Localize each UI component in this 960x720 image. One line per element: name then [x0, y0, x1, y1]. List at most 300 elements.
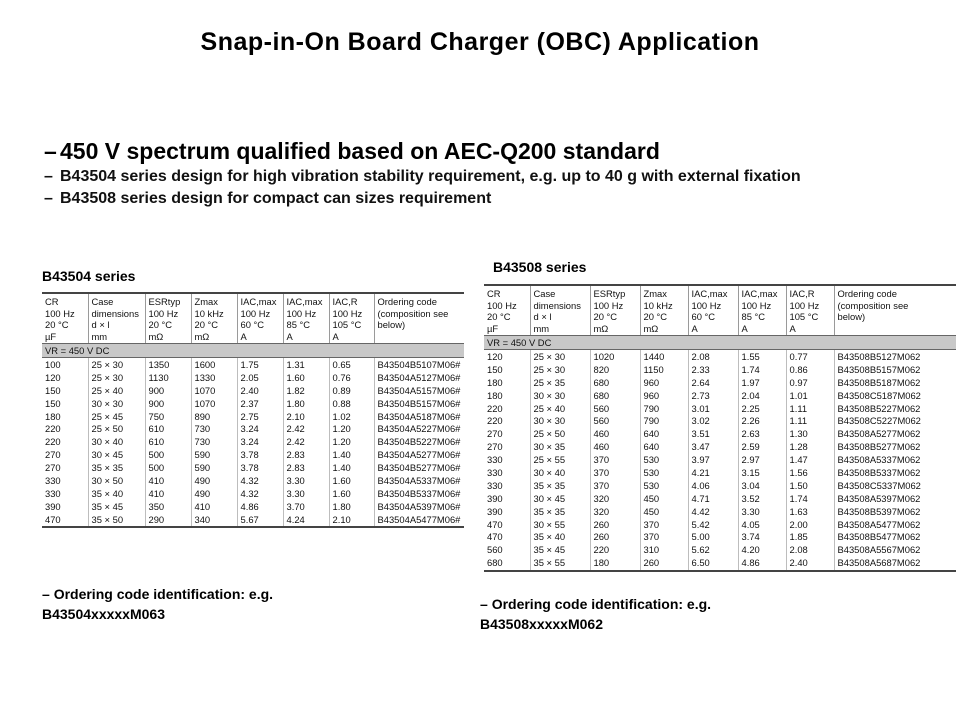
- table-cell: 3.51: [688, 428, 738, 441]
- table-cell: 2.04: [738, 389, 786, 402]
- table-cell: B43508B5187M062: [834, 376, 956, 389]
- table-row: [42, 462, 464, 475]
- table-cell: 2.26: [738, 415, 786, 428]
- table-cell: 35 × 50: [88, 513, 145, 527]
- table-cell: 30 × 50: [88, 474, 145, 487]
- table-cell: 30 × 35: [530, 441, 590, 454]
- table-cell: 30 × 45: [88, 449, 145, 462]
- table-cell: 2.83: [283, 449, 329, 462]
- table-cell: 730: [191, 436, 237, 449]
- right-ordering-label-text: Ordering code identification: e.g.: [491, 596, 712, 612]
- table-cell: 1330: [191, 371, 237, 384]
- table-cell: 1.20: [329, 436, 374, 449]
- table-cell: 680: [484, 557, 530, 571]
- voltage-cell: VR = 450 V DC: [484, 336, 956, 350]
- table-cell: 260: [590, 518, 640, 531]
- left-ordering-label-text: Ordering code identification: e.g.: [53, 586, 274, 602]
- table-cell: 410: [145, 487, 191, 500]
- table-cell: 4.86: [237, 500, 283, 513]
- table-cell: 470: [487, 531, 503, 543]
- table-cell: B43508B5337M062: [834, 466, 956, 479]
- table-cell: B43504A5277M06#: [374, 449, 464, 462]
- table-cell: 4.42: [688, 505, 738, 518]
- column-header: IAC,max 100 Hz 85 °C A: [283, 293, 329, 344]
- table-cell: 30 × 30: [530, 389, 590, 402]
- table-cell: 1.40: [329, 462, 374, 475]
- right-ordering-code: B43508xxxxxM062: [480, 616, 603, 632]
- table-cell: B43508B5397M062: [834, 505, 956, 518]
- column-header: CR 100 Hz 20 °C µF: [484, 285, 530, 336]
- table-row: [42, 500, 464, 513]
- bullet-sub-2: [44, 188, 924, 210]
- table-cell: 35 × 40: [88, 487, 145, 500]
- table-cell: B43508B5157M062: [834, 363, 956, 376]
- table-cell: 900: [145, 384, 191, 397]
- table-cell: 4.71: [688, 492, 738, 505]
- table-cell: 25 × 50: [530, 428, 590, 441]
- table-row: [484, 505, 956, 518]
- table-cell: 1.75: [237, 358, 283, 371]
- table-cell: 150: [45, 384, 61, 396]
- table-cell: B43508A5687M062: [834, 557, 956, 571]
- table-cell: 470: [487, 518, 503, 530]
- table-cell: 220: [590, 544, 640, 557]
- table-cell: 460: [590, 441, 640, 454]
- table-cell: 5.00: [688, 531, 738, 544]
- voltage-row: [484, 336, 956, 350]
- column-header: CR 100 Hz 20 °C µF: [42, 293, 88, 344]
- table-cell: B43508A5277M062: [834, 428, 956, 441]
- table-cell: 450: [640, 505, 688, 518]
- table-row: [42, 436, 464, 449]
- table-cell: 3.24: [237, 436, 283, 449]
- table-cell: 4.05: [738, 518, 786, 531]
- table-cell: B43504A5187M06#: [374, 410, 464, 423]
- table-cell: 2.05: [237, 371, 283, 384]
- table-cell: 560: [590, 415, 640, 428]
- dash-icon: –: [480, 596, 492, 612]
- table-cell: 560: [590, 402, 640, 415]
- table-cell: 590: [191, 449, 237, 462]
- table-cell: 1.55: [738, 350, 786, 363]
- table-cell: 3.52: [738, 492, 786, 505]
- table-cell: 270: [45, 449, 61, 461]
- table-cell: 2.08: [688, 350, 738, 363]
- table-cell: 1.20: [329, 423, 374, 436]
- table-cell: 3.74: [738, 531, 786, 544]
- table-cell: 120: [487, 351, 503, 363]
- table-cell: 790: [640, 415, 688, 428]
- table-cell: 410: [145, 474, 191, 487]
- table-cell: 900: [145, 397, 191, 410]
- table-cell: 640: [640, 428, 688, 441]
- table-cell: 370: [640, 531, 688, 544]
- table-cell: 680: [590, 389, 640, 402]
- table-cell: B43508B5227M062: [834, 402, 956, 415]
- table-cell: B43504A5157M06#: [374, 384, 464, 397]
- table-cell: 500: [145, 449, 191, 462]
- table-cell: B43504A5337M06#: [374, 474, 464, 487]
- table-cell: 2.25: [738, 402, 786, 415]
- table-cell: 1.80: [329, 500, 374, 513]
- table-row: [484, 492, 956, 505]
- table-cell: 460: [590, 428, 640, 441]
- table-row: [484, 363, 956, 376]
- table-cell: 30 × 30: [88, 397, 145, 410]
- table-row: [484, 557, 956, 571]
- table-row: [484, 441, 956, 454]
- table-row: [42, 397, 464, 410]
- voltage-row: [42, 344, 464, 358]
- column-header: IAC,R 100 Hz 105 °C A: [329, 293, 374, 344]
- table-cell: 2.33: [688, 363, 738, 376]
- table-cell: 2.00: [786, 518, 834, 531]
- table-cell: B43508A5567M062: [834, 544, 956, 557]
- column-header: IAC,max 100 Hz 85 °C A: [738, 285, 786, 336]
- table-cell: 330: [45, 475, 61, 487]
- table-row: [484, 454, 956, 467]
- table-cell: B43504A5127M06#: [374, 371, 464, 384]
- table-cell: 610: [145, 423, 191, 436]
- table-cell: B43508B5277M062: [834, 441, 956, 454]
- table-cell: 0.89: [329, 384, 374, 397]
- table-cell: 3.04: [738, 479, 786, 492]
- table-header-row: [484, 285, 956, 336]
- table-cell: 1.74: [738, 363, 786, 376]
- table-cell: 5.42: [688, 518, 738, 531]
- table-cell: 1.80: [283, 397, 329, 410]
- table-cell: 750: [145, 410, 191, 423]
- table-cell: 2.10: [329, 513, 374, 527]
- table-cell: B43504B5107M06#: [374, 358, 464, 371]
- table-cell: 3.78: [237, 449, 283, 462]
- table-cell: B43504A5397M06#: [374, 500, 464, 513]
- table-cell: 2.63: [738, 428, 786, 441]
- table-cell: 1.63: [786, 505, 834, 518]
- table-cell: 330: [487, 454, 503, 466]
- table-row: [42, 371, 464, 384]
- voltage-cell: VR = 450 V DC: [42, 344, 464, 358]
- table-cell: 1.28: [786, 441, 834, 454]
- table-cell: 390: [487, 492, 503, 504]
- table-cell: 35 × 45: [88, 500, 145, 513]
- table-row: [484, 428, 956, 441]
- table-cell: 370: [640, 518, 688, 531]
- table-cell: 150: [45, 397, 61, 409]
- table-cell: 25 × 55: [530, 454, 590, 467]
- bullet-list: [44, 136, 924, 210]
- table-cell: 960: [640, 389, 688, 402]
- table-cell: 3.97: [688, 454, 738, 467]
- dash-icon: –: [42, 586, 54, 602]
- table-cell: 35 × 35: [88, 462, 145, 475]
- table-cell: 3.78: [237, 462, 283, 475]
- table-cell: 1.82: [283, 384, 329, 397]
- table-cell: 390: [45, 500, 61, 512]
- table-cell: 890: [191, 410, 237, 423]
- bullet-sub-1: [44, 166, 924, 188]
- table-cell: B43508A5337M062: [834, 454, 956, 467]
- table-cell: 4.24: [283, 513, 329, 527]
- table-cell: 150: [487, 363, 503, 375]
- column-header: Zmax 10 kHz 20 °C mΩ: [640, 285, 688, 336]
- table-cell: 4.06: [688, 479, 738, 492]
- column-header: Zmax 10 kHz 20 °C mΩ: [191, 293, 237, 344]
- table-cell: 330: [487, 467, 503, 479]
- table-cell: 350: [145, 500, 191, 513]
- table-cell: 260: [640, 557, 688, 571]
- table-cell: 1.30: [786, 428, 834, 441]
- table-cell: 530: [640, 479, 688, 492]
- table-cell: 220: [45, 436, 61, 448]
- table-cell: B43504B5337M06#: [374, 487, 464, 500]
- table-cell: 3.30: [283, 474, 329, 487]
- table-cell: 4.86: [738, 557, 786, 571]
- table-cell: 410: [191, 500, 237, 513]
- table-row: [42, 449, 464, 462]
- dash-icon: –: [44, 168, 53, 185]
- table-cell: 35 × 35: [530, 479, 590, 492]
- table-cell: B43508C5227M062: [834, 415, 956, 428]
- table-cell: 3.30: [738, 505, 786, 518]
- table-cell: 35 × 45: [530, 544, 590, 557]
- table-cell: 1.11: [786, 402, 834, 415]
- table-cell: 1.01: [786, 389, 834, 402]
- table-cell: 370: [590, 479, 640, 492]
- b43508-spec-table: [484, 284, 956, 572]
- table-cell: 3.01: [688, 402, 738, 415]
- table-row: [484, 415, 956, 428]
- table-row: [42, 474, 464, 487]
- table-cell: 1.31: [283, 358, 329, 371]
- right-series-title: B43508 series: [493, 259, 587, 275]
- table-cell: 1600: [191, 358, 237, 371]
- table-row: [484, 466, 956, 479]
- table-cell: 270: [487, 428, 503, 440]
- table-cell: B43504B5277M06#: [374, 462, 464, 475]
- table-cell: 2.42: [283, 436, 329, 449]
- table-cell: 1.85: [786, 531, 834, 544]
- column-header: Ordering code (composition see below): [374, 293, 464, 344]
- table-cell: 1.60: [329, 487, 374, 500]
- table-cell: 25 × 40: [530, 402, 590, 415]
- column-header: ESRtyp 100 Hz 20 °C mΩ: [145, 293, 191, 344]
- table-cell: B43504B5157M06#: [374, 397, 464, 410]
- table-cell: 820: [590, 363, 640, 376]
- table-cell: 0.97: [786, 376, 834, 389]
- table-header-row: [42, 293, 464, 344]
- table-cell: 680: [590, 376, 640, 389]
- table-cell: 310: [640, 544, 688, 557]
- table-cell: B43504A5477M06#: [374, 513, 464, 527]
- table-cell: 25 × 30: [530, 350, 590, 363]
- table-cell: 330: [487, 479, 503, 491]
- table-cell: 1.50: [786, 479, 834, 492]
- page-title: Snap-in-On Board Charger (OBC) Application: [200, 28, 760, 56]
- table-cell: 1150: [640, 363, 688, 376]
- table-row: [484, 518, 956, 531]
- table-cell: 220: [45, 423, 61, 435]
- table-cell: 2.83: [283, 462, 329, 475]
- table-cell: 4.21: [688, 466, 738, 479]
- table-cell: 2.37: [237, 397, 283, 410]
- table-cell: 320: [590, 505, 640, 518]
- table-cell: 2.97: [738, 454, 786, 467]
- table-cell: B43508B5127M062: [834, 350, 956, 363]
- table-cell: 0.65: [329, 358, 374, 371]
- table-row: [484, 402, 956, 415]
- column-header: IAC,max 100 Hz 60 °C A: [688, 285, 738, 336]
- table-cell: 390: [487, 505, 503, 517]
- table-cell: 3.02: [688, 415, 738, 428]
- dash-icon: –: [44, 138, 57, 164]
- table-cell: 0.77: [786, 350, 834, 363]
- table-cell: B43508A5397M062: [834, 492, 956, 505]
- column-header: Case dimensions d × l mm: [530, 285, 590, 336]
- table-row: [42, 384, 464, 397]
- table-cell: 500: [145, 462, 191, 475]
- table-row: [484, 350, 956, 363]
- table-cell: 290: [145, 513, 191, 527]
- table-cell: 120: [45, 371, 61, 383]
- table-cell: 370: [590, 466, 640, 479]
- table-cell: B43504B5227M06#: [374, 436, 464, 449]
- table-cell: 1.02: [329, 410, 374, 423]
- table-cell: B43508C5187M062: [834, 389, 956, 402]
- table-cell: 180: [45, 410, 61, 422]
- table-cell: 1.60: [329, 474, 374, 487]
- bullet-sub-2-text: B43508 series design for compact can sizes requirement: [60, 190, 492, 207]
- table-cell: 2.40: [786, 557, 834, 571]
- table-cell: 530: [640, 466, 688, 479]
- left-ordering-note: [42, 584, 273, 624]
- table-cell: B43508C5337M062: [834, 479, 956, 492]
- table-row: [42, 487, 464, 500]
- table-cell: 25 × 30: [530, 363, 590, 376]
- table-cell: 590: [191, 462, 237, 475]
- table-cell: 3.30: [283, 487, 329, 500]
- table-cell: 100: [45, 359, 61, 371]
- column-header: IAC,R 100 Hz 105 °C A: [786, 285, 834, 336]
- table-cell: 2.59: [738, 441, 786, 454]
- table-cell: 30 × 40: [88, 436, 145, 449]
- table-cell: 25 × 30: [88, 358, 145, 371]
- table-cell: 320: [590, 492, 640, 505]
- table-cell: 1.11: [786, 415, 834, 428]
- table-cell: 330: [45, 487, 61, 499]
- b43504-spec-table: [42, 292, 464, 528]
- table-row: [484, 544, 956, 557]
- table-cell: 4.32: [237, 474, 283, 487]
- table-row: [484, 389, 956, 402]
- table-cell: 2.73: [688, 389, 738, 402]
- table-row: [42, 410, 464, 423]
- table-row: [42, 513, 464, 527]
- table-cell: 1.97: [738, 376, 786, 389]
- table-cell: 640: [640, 441, 688, 454]
- table-cell: 25 × 45: [88, 410, 145, 423]
- table-cell: 4.32: [237, 487, 283, 500]
- table-cell: 6.50: [688, 557, 738, 571]
- table-cell: 220: [487, 415, 503, 427]
- column-header: IAC,max 100 Hz 60 °C A: [237, 293, 283, 344]
- table-cell: 30 × 40: [530, 466, 590, 479]
- table-cell: B43508B5477M062: [834, 531, 956, 544]
- table-cell: 3.24: [237, 423, 283, 436]
- table-cell: 25 × 50: [88, 423, 145, 436]
- table-cell: 1.74: [786, 492, 834, 505]
- table-cell: 180: [487, 376, 503, 388]
- table-row: [42, 358, 464, 371]
- table-cell: 0.86: [786, 363, 834, 376]
- table-cell: 1.60: [283, 371, 329, 384]
- table-cell: 0.76: [329, 371, 374, 384]
- table-cell: 3.15: [738, 466, 786, 479]
- table-cell: 960: [640, 376, 688, 389]
- table-cell: 35 × 40: [530, 531, 590, 544]
- table-cell: 4.20: [738, 544, 786, 557]
- column-header: Case dimensions d × l mm: [88, 293, 145, 344]
- table-cell: 1.40: [329, 449, 374, 462]
- table-cell: 3.70: [283, 500, 329, 513]
- table-cell: B43508A5477M062: [834, 518, 956, 531]
- left-ordering-label: [42, 584, 273, 604]
- table-cell: 610: [145, 436, 191, 449]
- table-row: [42, 423, 464, 436]
- table-cell: 1.56: [786, 466, 834, 479]
- table-cell: 5.67: [237, 513, 283, 527]
- table-cell: 490: [191, 474, 237, 487]
- table-cell: 370: [590, 454, 640, 467]
- table-cell: 180: [487, 389, 503, 401]
- table-cell: 470: [42, 513, 88, 527]
- table-row: [484, 376, 956, 389]
- table-cell: 340: [191, 513, 237, 527]
- table-cell: 2.40: [237, 384, 283, 397]
- table-cell: 450: [640, 492, 688, 505]
- table-cell: 25 × 30: [88, 371, 145, 384]
- table-cell: 220: [487, 402, 503, 414]
- table-cell: 1130: [145, 371, 191, 384]
- table-row: [484, 479, 956, 492]
- table-cell: 30 × 45: [530, 492, 590, 505]
- table-cell: 270: [45, 462, 61, 474]
- table-cell: 1070: [191, 384, 237, 397]
- table-cell: 5.62: [688, 544, 738, 557]
- bullet-main: [44, 136, 924, 166]
- table-cell: 270: [487, 441, 503, 453]
- table-cell: 1020: [590, 350, 640, 363]
- bullet-main-text: 450 V spectrum qualified based on AEC-Q200 standard: [60, 138, 660, 164]
- table-cell: 730: [191, 423, 237, 436]
- table-cell: 560: [487, 544, 503, 556]
- table-cell: 2.42: [283, 423, 329, 436]
- table-cell: 30 × 55: [530, 518, 590, 531]
- table-cell: 35 × 55: [530, 557, 590, 571]
- column-header: ESRtyp 100 Hz 20 °C mΩ: [590, 285, 640, 336]
- table-cell: 260: [590, 531, 640, 544]
- table-cell: 1440: [640, 350, 688, 363]
- table-cell: 530: [640, 454, 688, 467]
- right-ordering-note: [480, 594, 711, 634]
- table-cell: 180: [590, 557, 640, 571]
- table-cell: 0.88: [329, 397, 374, 410]
- table-cell: 35 × 35: [530, 505, 590, 518]
- left-ordering-code: B43504xxxxxM063: [42, 606, 165, 622]
- table-cell: 790: [640, 402, 688, 415]
- table-cell: 1350: [145, 358, 191, 371]
- table-cell: 25 × 35: [530, 376, 590, 389]
